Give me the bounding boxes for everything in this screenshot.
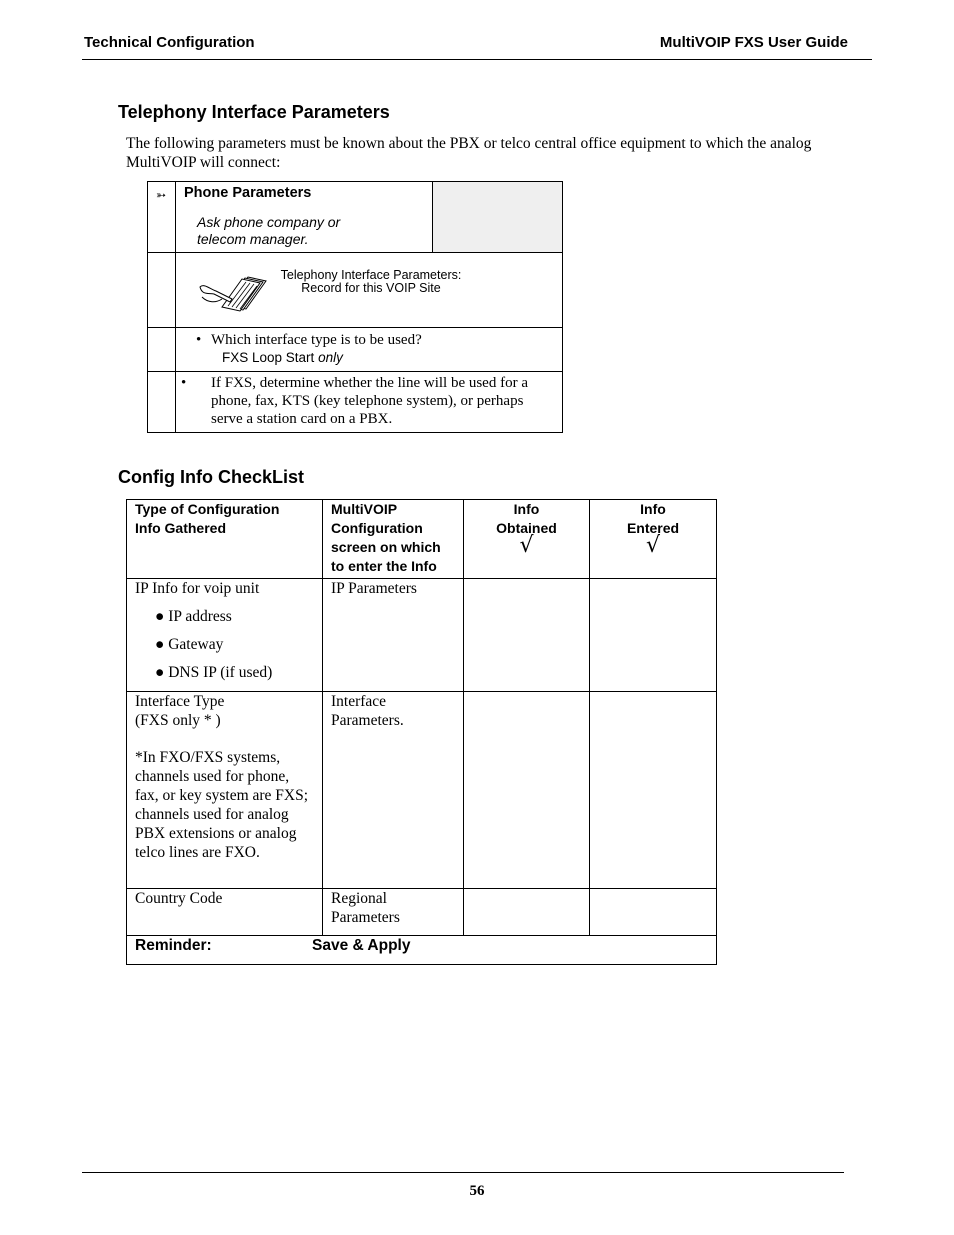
table-row: [148, 328, 563, 372]
page-number: 56: [469, 1183, 485, 1199]
table-row: [148, 253, 563, 328]
reminder-label: Reminder:: [135, 937, 212, 954]
list-item: ● Gateway: [155, 636, 224, 653]
grey-cell: [433, 182, 563, 253]
cell-obtained[interactable]: [464, 692, 590, 889]
cell-screen: Regional Parameters: [323, 889, 464, 936]
blank-cell: [148, 372, 176, 433]
checkmark-icon: √: [519, 533, 534, 558]
cell-entered[interactable]: [590, 692, 717, 889]
caption-line: Telephony Interface Parameters:: [280, 268, 462, 282]
note-line: Ask phone company or: [197, 214, 341, 230]
record-cell: [176, 253, 563, 328]
header-rule: [82, 59, 872, 60]
table-row: [127, 692, 717, 889]
phone-params-note: [176, 201, 432, 248]
record-caption: [276, 269, 466, 295]
checkmark-icon: √: [645, 533, 661, 558]
cell-entered[interactable]: [590, 579, 717, 692]
table-header-row: [127, 500, 717, 579]
cell-screen: Interface Parameters.: [323, 692, 464, 889]
section-heading-telephony: Telephony Interface Parameters: [118, 102, 390, 122]
cell-type: IP Info for voip unit ● IP address ● Gateway ● DNS IP (if used): [127, 579, 323, 692]
list-item: ● DNS IP (if used): [155, 664, 273, 681]
col-header-screen: MultiVOIP Configuration screen on which to enter the Info: [323, 500, 464, 579]
cell-obtained[interactable]: [464, 889, 590, 936]
interface-answer: FXS Loop Start only: [222, 350, 343, 365]
footer-rule: [82, 1172, 844, 1173]
phone-params-cell: [176, 182, 433, 253]
reminder-row: [127, 936, 717, 965]
list-item: ● IP address: [155, 608, 232, 625]
config-checklist-table: [126, 499, 717, 965]
arrow-icon: ➳: [156, 188, 167, 202]
fxs-question: If FXS, determine whether the line will be used for a phone, fax, KTS (key telephone system), or perhaps serve a station card on a PBX.: [211, 375, 528, 427]
marker-cell: [148, 182, 176, 253]
cell-entered[interactable]: [590, 889, 717, 936]
blank-cell: [148, 328, 176, 372]
cell-obtained[interactable]: [464, 579, 590, 692]
intro-paragraph: The following parameters must be known about the PBX or telco central office equipment to which the analog MultiVOIP will connect:: [126, 135, 812, 171]
running-header-section: Technical Configuration: [84, 34, 255, 51]
table-row: [148, 182, 563, 253]
interface-question: Which interface type is to be used?: [211, 332, 422, 348]
col-header-obtained: Info Obtained √: [464, 500, 590, 579]
notepad-pen-icon: [198, 273, 270, 313]
phone-parameters-table: [147, 181, 563, 433]
cell-screen: IP Parameters: [323, 579, 464, 692]
table-row: [127, 579, 717, 692]
table-row: [148, 372, 563, 433]
col-header-entered: Info Entered √: [590, 500, 717, 579]
fxs-question-cell: [176, 372, 563, 433]
section-heading-checklist: Config Info CheckList: [118, 467, 304, 487]
caption-line: Record for this VOIP Site: [301, 281, 441, 295]
note-line: telecom manager.: [197, 231, 309, 247]
blank-cell: [148, 253, 176, 328]
cell-type: Interface Type (FXS only * ) *In FXO/FXS systems, channels used for phone, fax, or key system are FXS; channels used for analog PBX extensions or analog telco lines are FXO.: [127, 692, 323, 889]
reminder-text: Save & Apply: [312, 937, 411, 954]
phone-params-title: Phone Parameters: [184, 185, 312, 201]
running-header-title: MultiVOIP FXS User Guide: [659, 34, 848, 51]
reminder-cell: [127, 936, 717, 965]
cell-type: Country Code: [127, 889, 323, 936]
question-cell: [176, 328, 563, 372]
bullet: •: [181, 375, 187, 391]
bullet: •: [196, 332, 202, 348]
col-header-type: Type of Configuration Info Gathered: [127, 500, 323, 579]
table-row: [127, 889, 717, 936]
